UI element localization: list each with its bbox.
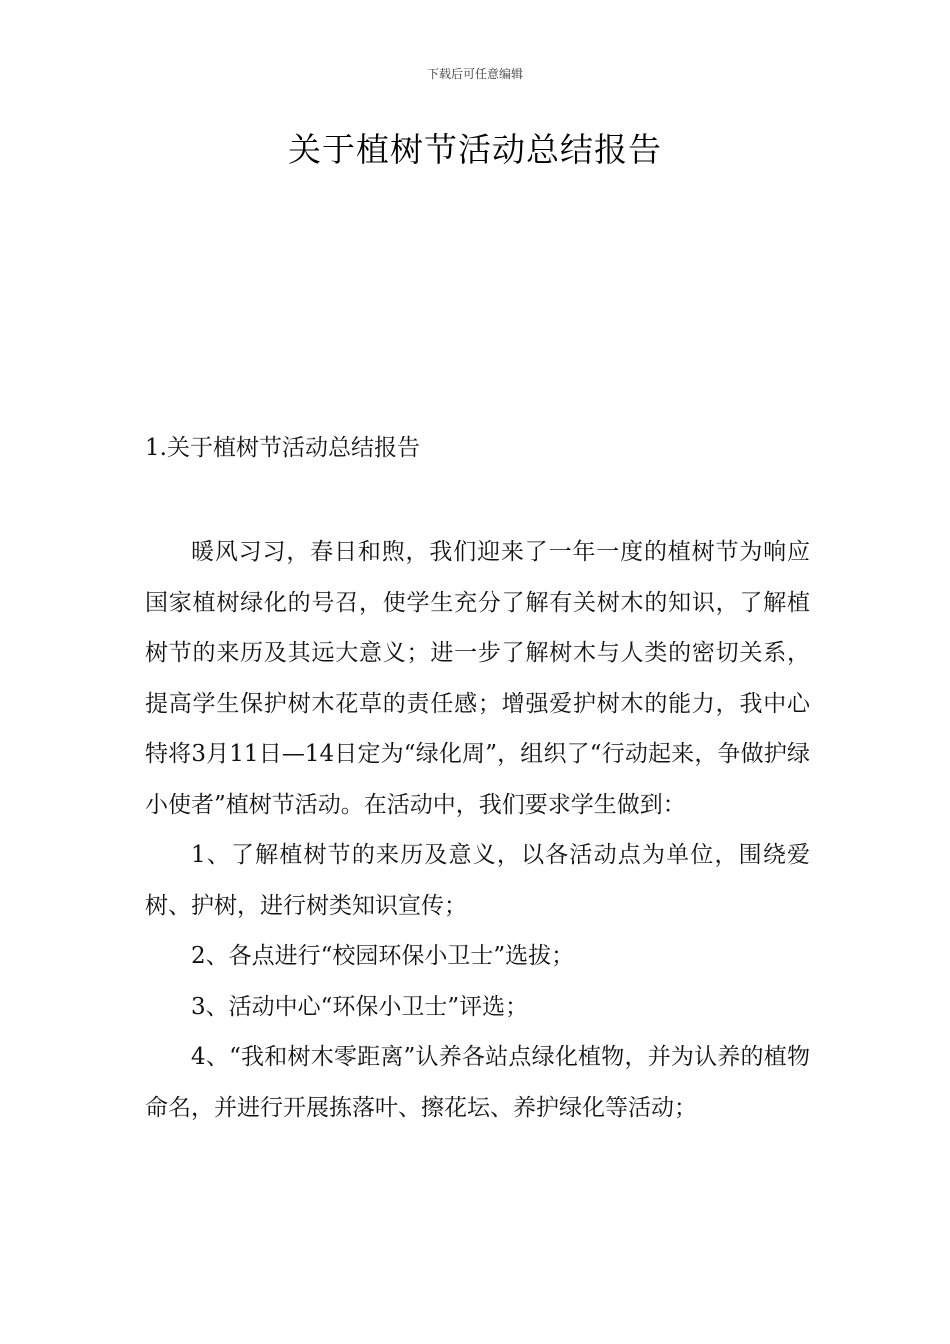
- paragraph-item-4: 4、“我和树木零距离”认养各站点绿化植物，并为认养的植物命名，并进行开展拣落叶、擦花坛、养护绿化等活动；: [145, 1044, 810, 1121]
- download-note: 下载后可任意编辑: [426, 67, 523, 81]
- paragraph-intro: 暖风习习，春日和煦，我们迎来了一年一度的植树节为响应国家植树绿化的号召，使学生充分了解有关树木的知识，了解植树节的来历及其远大意义；进一步了解树木与人类的密切关系，提高学生保护树木花草的责任感；增强爱护树木的能力，我中心特将3月11日—14日定为“绿化周”，组织了“行动起来，争做护绿小使者”植树节活动。在活动中，我们要求学生做到：: [145, 539, 810, 818]
- section-heading: 1.关于植树节活动总结报告: [145, 435, 420, 461]
- paragraph-item-1: 1、了解植树节的来历及意义，以各活动点为单位，围绕爱树、护树，进行树类知识宣传；: [145, 842, 810, 919]
- paragraph-item-3: 3、活动中心“环保小卫士”评选；: [191, 993, 529, 1020]
- paragraph-item-2: 2、各点进行“校园环保小卫士”选拔；: [191, 943, 575, 969]
- document-title: 关于植树节活动总结报告: [288, 130, 662, 169]
- body-text: [145, 527, 810, 1133]
